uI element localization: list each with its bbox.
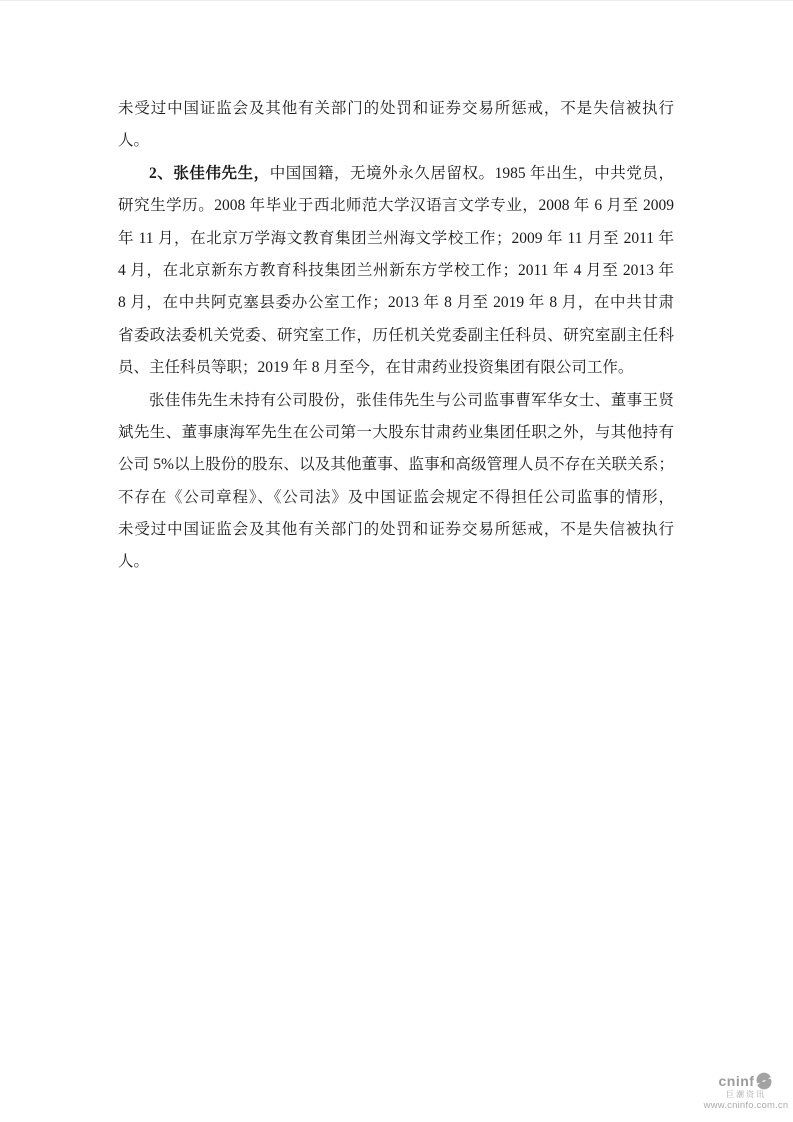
text-line: 员、主任科员等职；2019 年 8 月至今，在甘肃药业投资集团有限公司工作。 bbox=[118, 359, 634, 377]
cninfo-brand-row bbox=[703, 1071, 789, 1090]
document-text bbox=[118, 93, 674, 579]
text-line: 4 月，在北京新东方教育科技集团兰州新东方学校工作；2011 年 4 月至 2013 年 bbox=[118, 261, 674, 279]
paragraph bbox=[118, 385, 674, 579]
text-line: 张佳伟先生未持有公司股份，张佳伟先生与公司监事曹军华女士、董事王贤 bbox=[149, 391, 674, 409]
cninfo-logo bbox=[703, 1071, 789, 1111]
text-line: 斌先生、董事康海军先生在公司第一大股东甘肃药业集团任职之外，与其他持有 bbox=[118, 423, 674, 441]
bold-run: 2、张佳伟先生， bbox=[149, 164, 270, 182]
paragraph bbox=[118, 93, 674, 158]
text-line: 8 月，在中共阿克塞县委办公室工作；2013 年 8 月至 2019 年 8 月，在中共甘肃 bbox=[118, 294, 674, 312]
text-line: 公司 5%以上股份的股东、以及其他董事、监事和高级管理人员不存在关联关系； bbox=[118, 456, 674, 474]
cninfo-chinese-name: 巨潮资讯 bbox=[726, 1090, 766, 1099]
text-line: 人。 bbox=[118, 132, 150, 150]
text-line: 研究生学历。2008 年毕业于西北师范大学汉语言文学专业，2008 年 6 月至 2009 bbox=[118, 197, 674, 215]
text-line: 人。 bbox=[118, 553, 150, 571]
text-line: 未受过中国证监会及其他有关部门的处罚和证券交易所惩戒，不是失信被执行 bbox=[118, 521, 674, 539]
cninfo-url: www.cninfo.com.cn bbox=[703, 1100, 789, 1111]
paragraph bbox=[118, 158, 674, 385]
text-line: 2、张佳伟先生，中国国籍，无境外永久居留权。1985 年出生，中共党员， bbox=[149, 164, 674, 182]
text-line: 年 11 月，在北京万学海文教育集团兰州海文学校工作；2009 年 11 月至 2011 年 bbox=[118, 229, 674, 247]
text-line: 不存在《公司章程》、《公司法》及中国证监会规定不得担任公司监事的情形， bbox=[118, 488, 674, 506]
cninfo-swoosh-icon bbox=[755, 1072, 773, 1090]
text-line: 未受过中国证监会及其他有关部门的处罚和证券交易所惩戒，不是失信被执行 bbox=[118, 100, 674, 117]
cninfo-brand-text: cninf bbox=[718, 1072, 755, 1089]
text-line: 省委政法委机关党委、研究室工作，历任机关党委副主任科员、研究室副主任科 bbox=[118, 326, 674, 344]
